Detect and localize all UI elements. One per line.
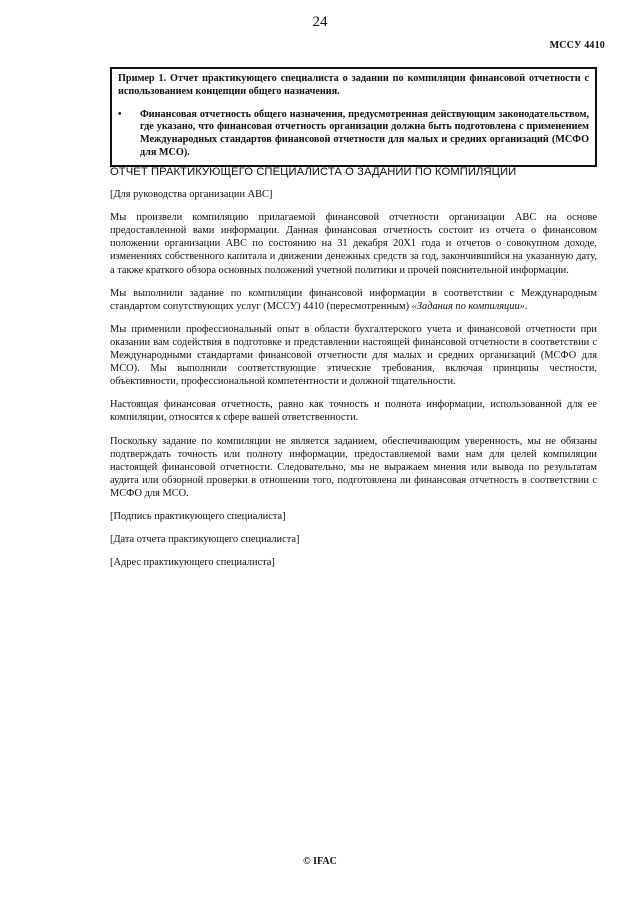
report-paragraph-3: Мы применили профессиональный опыт в области бухгалтерского учета и финансовой отчетности при оказании вам содействия в подготовке и представлении настоящей финансовой отчетности в соответствии с Международными стандартами финансовой отчетности для малых и средних организаций (МСФО для МСО). Мы выполнили соответствующие этические требования, включая принципы честности, объективности, профессиональной компетентности и должной тщательности. <box>110 323 597 388</box>
report-paragraph-5: Поскольку задание по компиляции не является заданием, обеспечивающим уверенность, мы не обязаны подтверждать точность или полноту информации, предоставляемой вами нам для целей компиляции настоящей финансовой отчетности. Следовательно, мы не выражаем мнения или вывода по результатам аудита или обзорной проверки в отношении того, подготовлена ли финансовая отчетность в соответствии с МСФО для МСО. <box>110 435 597 499</box>
footer-copyright: © IFAC <box>303 856 337 867</box>
paragraph-2-text: Мы выполнили задание по компиляции финансовой информации в соответствии с Международным стандартом сопутствующих услуг (МССУ) 4410 (пересмотренным) <box>110 287 597 312</box>
standard-title-italic: «Задания по компиляции» <box>411 300 525 312</box>
example-box <box>110 67 597 167</box>
signature-placeholder: [Подпись практикующего специалиста] <box>110 510 286 522</box>
paragraph-2-end: . <box>524 300 528 312</box>
report-paragraph-2 <box>110 287 597 313</box>
address-placeholder: [Адрес практикующего специалиста] <box>110 557 275 569</box>
report-paragraph-4: Настоящая финансовая отчетность, равно как точность и полнота информации, использованной для ее компиляции, относятся к сфере вашей ответственности. <box>110 399 597 424</box>
bullet-text: Финансовая отчетность общего назначения, предусмотренная действующим законодательством, где указано, что финансовая отчетность организации должна быть подготовлена с применением Международных стандартов финансовой отчетности для малых и средних организаций (МСФО для МСО). <box>140 108 589 158</box>
report-body <box>110 166 597 579</box>
date-placeholder: [Дата отчета практикующего специалиста] <box>110 534 300 546</box>
example-title: Пример 1. Отчет практикующего специалиста о задании по компиляции финансовой отчетности с использованием концепции общего назначения. <box>118 73 589 97</box>
example-bullet <box>118 109 589 160</box>
standard-code: МССУ 4410 <box>549 40 605 51</box>
report-paragraph-1: Мы произвели компиляцию прилагаемой финансовой отчетности организации ABC на основе предоставленной вами информации. Данная финансовая отчетность состоит из отчета о финансовом положении организации ABC по состоянию на 31 декабря 20X1 года и отчетов о совокупном доходе, изменениях собственного капитала и движении денежных средств за год, закончившийся на указанную дату, а также краткого обзора основных положений учетной политики и прочей пояснительной информации. <box>110 212 597 276</box>
report-heading: ОТЧЕТ ПРАКТИКУЮЩЕГО СПЕЦИАЛИСТА О ЗАДАНИИ ПО КОМПИЛЯЦИИ <box>110 166 517 178</box>
report-addressee: [Для руководства организации ABC] <box>110 189 273 201</box>
page-number: 24 <box>312 14 328 30</box>
bullet-icon: • <box>118 108 122 120</box>
